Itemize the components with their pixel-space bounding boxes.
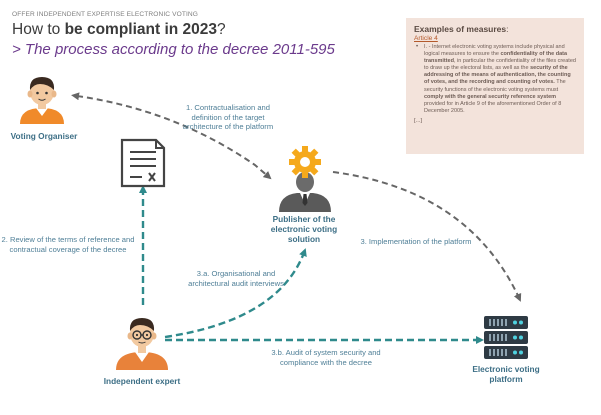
measures-text-part: security of the addressing of the means of authentication, the counting of votes, and the recording and counting of votes. [424, 65, 571, 86]
step-3b-label: 3.b. Audit of system security and compliance with the decree [271, 348, 381, 367]
measures-box-article: Article 4 [414, 35, 438, 42]
arrow-audit-interviews [165, 250, 305, 337]
measures-text-part: comply with the general security reference system [424, 93, 557, 100]
page-subtitle: > The process according to the decree 2011-595 [12, 41, 335, 58]
step-1-label: 1. Contractualisation and definition of the target architecture of the platform [182, 103, 274, 131]
measures-text-part: The security functions of the electronic voting systems must [424, 79, 566, 93]
platform-label: Electronic voting platform [472, 364, 540, 384]
server-rack-icon [484, 316, 528, 359]
measures-text-part: provided for in Article 9 of the aforementioned Order of 8 December 2005. [424, 100, 562, 114]
measures-text-part: I. - Internet electronic voting systems include physical and logical measures to ensure the [424, 44, 565, 58]
step-3a-label: 3.a. Organisational and architectural audit interviews [188, 269, 284, 288]
expert-label: Independent expert [103, 376, 181, 386]
step-3-label: 3. Implementation of the platform [360, 237, 472, 246]
voting-organiser-label: Voting Organiser [10, 131, 78, 141]
publisher-icon [279, 146, 331, 212]
independent-expert-icon [116, 318, 168, 370]
arrow-implementation [333, 172, 520, 300]
measures-box-ellipsis: [...] [414, 117, 423, 124]
voting-organiser-icon [20, 77, 64, 124]
step-2-label: 2. Review of the terms of reference and contractual coverage of the decree [1, 235, 135, 254]
measures-box-title: Examples of measures: [414, 24, 509, 34]
measures-text-part: , in particular the confidentiality of the files created to draw up the electoral lists, as well as the [424, 58, 576, 72]
publisher-label: Publisher of the electronic voting solution [270, 214, 338, 244]
title-emphasis: be compliant in 2023 [64, 21, 218, 38]
measures-text-part: confidentiality of the data transmitted [424, 51, 568, 65]
kicker: OFFER INDEPENDENT EXPERTISE ELECTRONIC VOTING [12, 11, 198, 18]
page-title: How to be compliant in 2023? [12, 21, 226, 38]
terms-of-reference-icon [122, 140, 164, 186]
